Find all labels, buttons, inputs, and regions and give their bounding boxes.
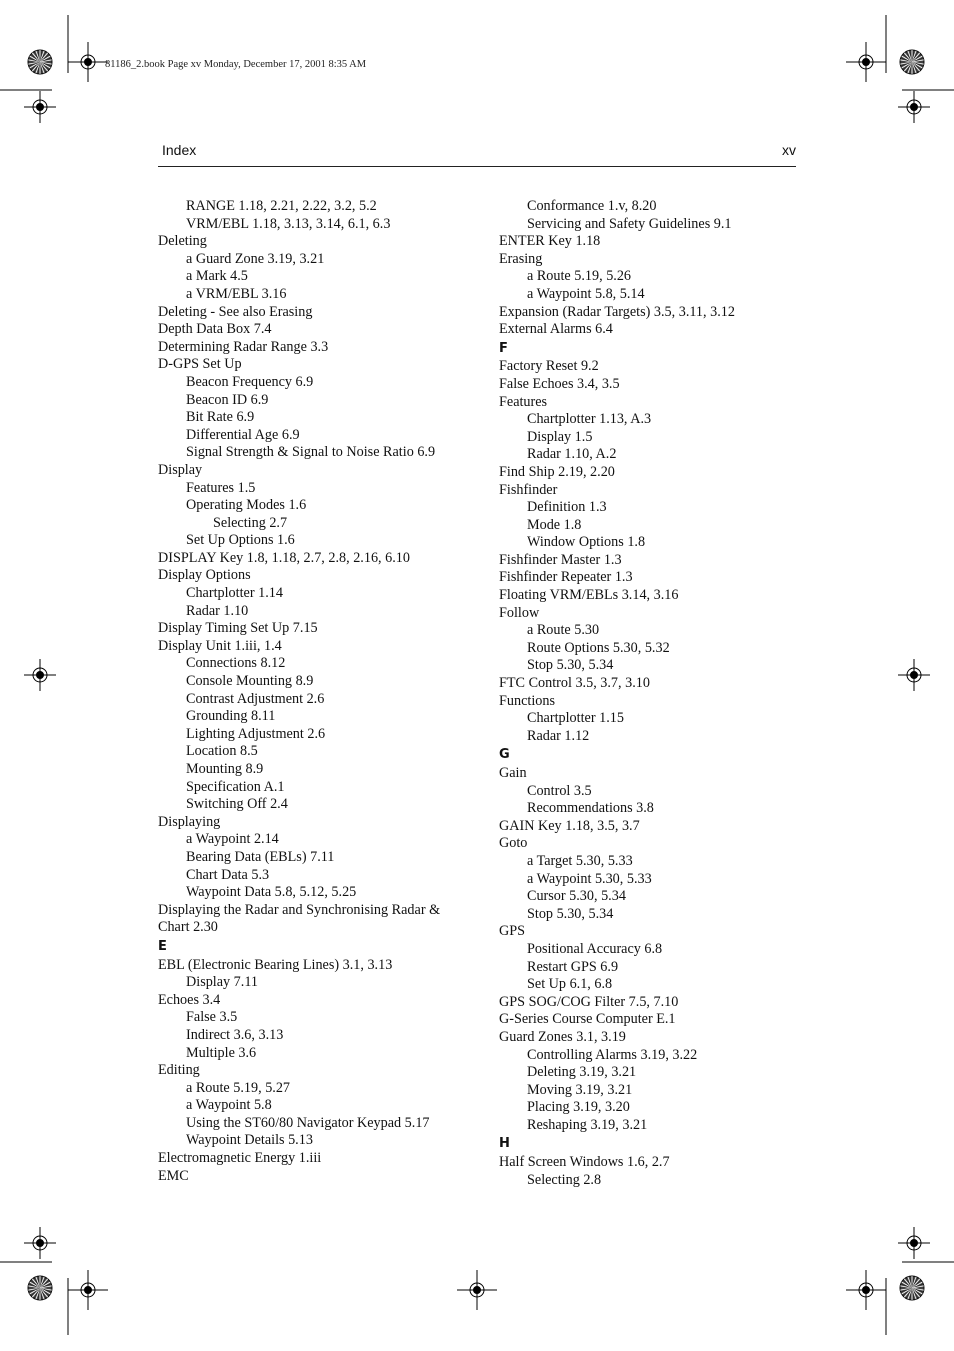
index-entry: ENTER Key 1.18: [499, 233, 601, 250]
registration-mark: [846, 1270, 886, 1310]
index-subentry: Beacon Frequency 6.9: [186, 373, 314, 390]
index-subentry: a Guard Zone 3.19, 3.21: [186, 250, 325, 267]
index-entry: Factory Reset 9.2: [499, 358, 599, 375]
running-header: [158, 142, 796, 167]
index-subentry: Bearing Data (EBLs) 7.11: [186, 848, 335, 865]
index-subentry: Grounding 8.11: [186, 708, 276, 725]
index-entry: False Echoes 3.4, 3.5: [499, 375, 620, 392]
index-entry: Goto: [499, 835, 528, 852]
section-letter: F: [499, 340, 508, 356]
index-subentry: Indirect 3.6, 3.13: [186, 1026, 284, 1043]
index-entry: Chart 2.30: [158, 919, 218, 936]
index-entry: Determining Radar Range 3.3: [158, 338, 329, 355]
index-entry: Deleting: [158, 233, 207, 250]
index-subentry: Recommendations 3.8: [527, 800, 654, 817]
index-subentry: Differential Age 6.9: [186, 426, 300, 443]
index-subentry: a Waypoint 5.8: [186, 1097, 272, 1114]
index-entry: GPS: [499, 923, 526, 940]
index-subentry: Stop 5.30, 5.34: [527, 657, 614, 674]
index-subentry: Location 8.5: [186, 743, 258, 760]
index-subentry: Restart GPS 6.9: [527, 958, 619, 975]
index-subentry: Multiple 3.6: [186, 1044, 257, 1061]
index-entry: Half Screen Windows 1.6, 2.7: [499, 1154, 670, 1171]
index-entry: Guard Zones 3.1, 3.19: [499, 1028, 626, 1045]
index-subentry: Mode 1.8: [527, 516, 582, 533]
index-entry: Display Timing Set Up 7.15: [158, 620, 318, 637]
index-subentry: Display 7.11: [186, 974, 258, 991]
index-subentry: Radar 1.12: [527, 727, 590, 744]
index-subentry: False 3.5: [186, 1009, 238, 1026]
registration-mark: [898, 1227, 930, 1259]
index-subentry: Signal Strength & Signal to Noise Ratio 6.9: [186, 444, 436, 461]
index-entry: Floating VRM/EBLs 3.14, 3.16: [499, 587, 679, 604]
index-entry: Editing: [158, 1062, 200, 1079]
index-subentry: Bit Rate 6.9: [186, 409, 255, 426]
index-entry: G-Series Course Computer E.1: [499, 1011, 676, 1028]
index-subentry: Positional Accuracy 6.8: [527, 940, 663, 957]
index-subentry: a VRM/EBL 3.16: [186, 285, 287, 302]
registration-mark: [24, 91, 56, 123]
index-entry: DISPLAY Key 1.8, 1.18, 2.7, 2.8, 2.16, 6.10: [158, 549, 410, 566]
index-subentry: Chartplotter 1.15: [527, 710, 624, 727]
index-entry: Fishfinder Master 1.3: [499, 551, 622, 568]
starburst-mark: [900, 50, 924, 74]
index-subentry: Deleting 3.19, 3.21: [527, 1064, 637, 1081]
index-subentry: Beacon ID 6.9: [186, 391, 269, 408]
index-subentry: Moving 3.19, 3.21: [527, 1081, 633, 1098]
index-subentry: Operating Modes 1.6: [186, 497, 307, 514]
index-entry: Depth Data Box 7.4: [158, 321, 272, 338]
index-subentry: Chartplotter 1.14: [186, 585, 283, 602]
index-subentry: Definition 1.3: [527, 499, 607, 516]
index-entry: GPS SOG/COG Filter 7.5, 7.10: [499, 993, 679, 1010]
index-subentry: Placing 3.19, 3.20: [527, 1099, 630, 1116]
registration-mark: [24, 659, 56, 691]
index-subentry: Lighting Adjustment 2.6: [186, 725, 326, 742]
index-subentry: Conformance 1.v, 8.20: [527, 198, 657, 214]
index-column-right: [499, 198, 799, 1189]
index-subentry: Contrast Adjustment 2.6: [186, 690, 325, 707]
index-entry: Features: [499, 393, 548, 410]
index-subentry: Mounting 8.9: [186, 761, 264, 777]
starburst-mark: [900, 1276, 924, 1300]
index-entry: Follow: [499, 604, 540, 621]
index-subentry: Servicing and Safety Guidelines 9.1: [527, 215, 732, 232]
section-letter: E: [158, 938, 167, 954]
starburst-mark: [28, 1276, 52, 1300]
index-subentry: a Route 5.30: [527, 622, 600, 639]
starburst-mark: [28, 50, 52, 74]
index-entry: Electromagnetic Energy 1.iii: [158, 1150, 322, 1167]
index-entry: EBL (Electronic Bearing Lines) 3.1, 3.13: [158, 956, 393, 973]
index-entry: Display Options: [158, 567, 251, 584]
index-entry: Gain: [499, 765, 527, 781]
index-subentry: Control 3.5: [527, 782, 592, 799]
index-subentry: Radar 1.10: [186, 602, 249, 619]
index-entry: Display Unit 1.iii, 1.4: [158, 637, 282, 654]
index-subentry: Route Options 5.30, 5.32: [527, 639, 670, 656]
index-entry: D-GPS Set Up: [158, 356, 242, 373]
index-entry: Functions: [499, 692, 555, 709]
index-entry: Erasing: [499, 250, 543, 267]
registration-mark: [898, 91, 930, 123]
index-subentry: Window Options 1.8: [527, 534, 646, 551]
print-slug: 81186_2.book Page xv Monday, December 17, 2001 8:35 AM: [105, 59, 367, 70]
index-subentry: Cursor 5.30, 5.34: [527, 888, 626, 905]
index-subentry: Features 1.5: [186, 479, 256, 496]
index-subentry: Using the ST60/80 Navigator Keypad 5.17: [186, 1114, 430, 1131]
index-subentry: Switching Off 2.4: [186, 796, 288, 813]
header-title: Index: [162, 142, 197, 158]
index-entry: Expansion (Radar Targets) 3.5, 3.11, 3.12: [499, 303, 735, 320]
index-subentry: Display 1.5: [527, 428, 593, 445]
index-entry: GAIN Key 1.18, 3.5, 3.7: [499, 817, 640, 834]
index-entry: Fishfinder: [499, 481, 558, 498]
index-subentry: a Waypoint 5.30, 5.33: [527, 870, 652, 887]
index-subentry: Set Up Options 1.6: [186, 532, 295, 549]
registration-mark: [457, 1270, 497, 1310]
index-entry: External Alarms 6.4: [499, 321, 613, 338]
index-entry: Display: [158, 461, 203, 478]
index-entry: EMC: [158, 1167, 189, 1184]
registration-mark: [68, 42, 108, 82]
registration-mark: [846, 42, 886, 82]
index-entry: Displaying the Radar and Synchronising Radar &: [158, 901, 441, 918]
index-entry: Displaying: [158, 813, 221, 830]
registration-mark: [68, 1270, 108, 1310]
index-subentry: a Waypoint 5.8, 5.14: [527, 285, 645, 302]
index-subentry: Specification A.1: [186, 778, 285, 795]
index-subentry: RANGE 1.18, 2.21, 2.22, 3.2, 5.2: [186, 198, 377, 214]
index-subentry: Console Mounting 8.9: [186, 673, 314, 690]
index-subentry: a Route 5.19, 5.26: [527, 268, 632, 285]
index-subentry: a Target 5.30, 5.33: [527, 852, 633, 869]
index-subentry: Selecting 2.8: [527, 1171, 602, 1188]
index-column-left: [158, 198, 478, 1185]
section-letter: G: [499, 747, 510, 763]
section-letter: H: [499, 1136, 510, 1152]
index-subentry: Radar 1.10, A.2: [527, 446, 617, 463]
index-subentry: Waypoint Data 5.8, 5.12, 5.25: [186, 884, 357, 901]
index-entry: FTC Control 3.5, 3.7, 3.10: [499, 675, 650, 692]
index-entry: Echoes 3.4: [158, 991, 221, 1008]
index-subentry: a Mark 4.5: [186, 268, 248, 285]
index-entry: Fishfinder Repeater 1.3: [499, 569, 633, 586]
index-subentry: Selecting 2.7: [213, 514, 288, 531]
registration-mark: [24, 1227, 56, 1259]
page-number: xv: [782, 142, 796, 158]
index-subentry: Controlling Alarms 3.19, 3.22: [527, 1046, 698, 1063]
index-subentry: a Waypoint 2.14: [186, 831, 279, 848]
registration-mark: [898, 659, 930, 691]
index-subentry: Waypoint Details 5.13: [186, 1132, 313, 1149]
index-subentry: Stop 5.30, 5.34: [527, 905, 614, 922]
index-subentry: Reshaping 3.19, 3.21: [527, 1116, 648, 1133]
index-entry: Deleting - See also Erasing: [158, 303, 313, 320]
index-subentry: Set Up 6.1, 6.8: [527, 976, 613, 993]
index-subentry: Chart Data 5.3: [186, 866, 270, 883]
index-subentry: a Route 5.19, 5.27: [186, 1079, 291, 1096]
index-subentry: Chartplotter 1.13, A.3: [527, 411, 652, 428]
index-entry: Find Ship 2.19, 2.20: [499, 463, 615, 480]
index-subentry: Connections 8.12: [186, 655, 286, 672]
index-subentry: VRM/EBL 1.18, 3.13, 3.14, 6.1, 6.3: [186, 215, 391, 232]
